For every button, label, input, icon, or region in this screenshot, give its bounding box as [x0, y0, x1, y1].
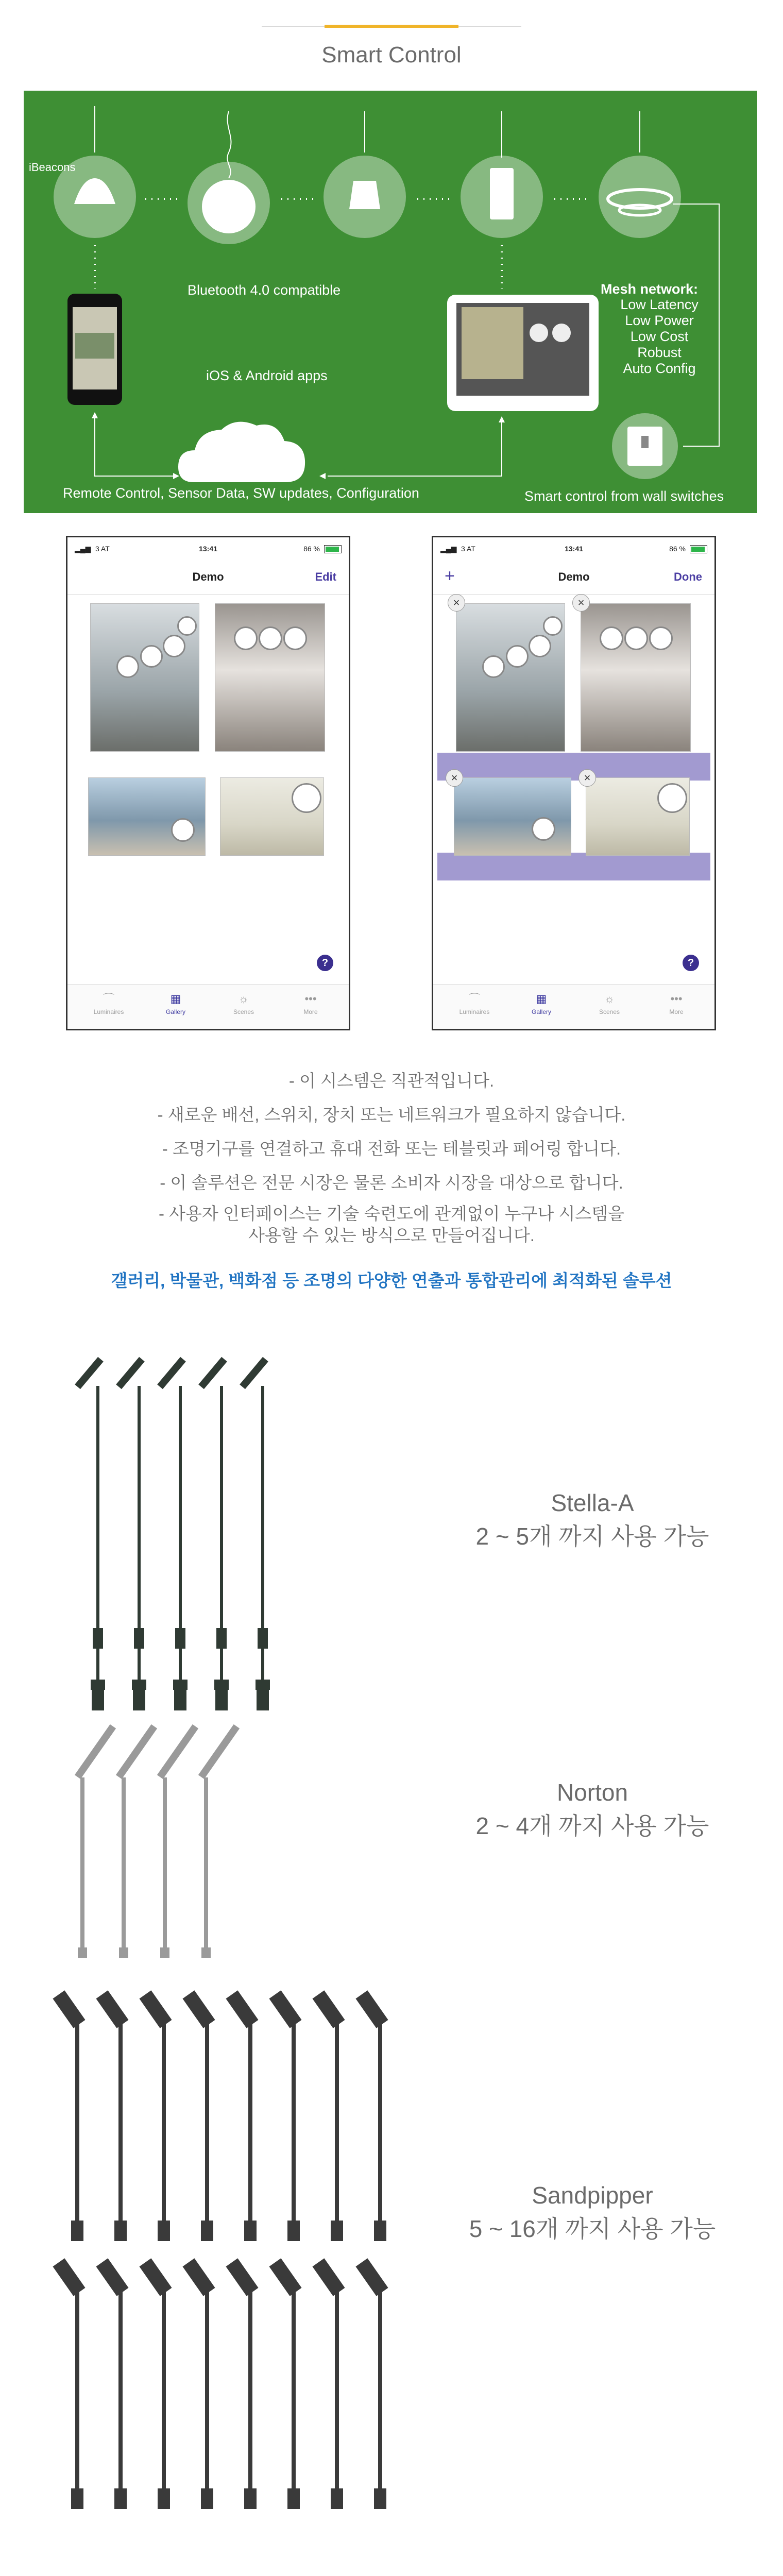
- gallery-scene-room[interactable]: [215, 603, 325, 752]
- sun-icon: ☼: [238, 992, 249, 1005]
- nav-title: Demo: [558, 570, 590, 583]
- product-range-stella-a: 2 ~ 5개 까지 사용 가능: [475, 1523, 709, 1550]
- cloud-caption: Remote Control, Sensor Data, SW updates, Configuration: [63, 485, 419, 501]
- norton-lamps: [75, 1724, 240, 1958]
- tab-bar: [67, 984, 349, 1029]
- header-accent-bar: [325, 25, 458, 28]
- tab-scenes[interactable]: ☼ Scenes: [218, 990, 269, 1015]
- status-bar: [67, 537, 349, 561]
- drop-zone[interactable]: [437, 753, 710, 781]
- product-range-sandpipper: 5 ~ 16개 까지 사용 가능: [469, 2215, 716, 2242]
- luminaire-icon: ⌒: [103, 992, 114, 1005]
- tab-scenes[interactable]: ☼ Scenes: [584, 990, 635, 1015]
- gallery-scene-room[interactable]: [581, 603, 691, 752]
- product-name-norton: Norton: [556, 1779, 628, 1806]
- delete-scene-button[interactable]: [446, 769, 463, 787]
- tab-luminaires[interactable]: ⌒ Luminaires: [449, 990, 500, 1015]
- close-icon: ×: [451, 771, 458, 784]
- feature-line: - 사용자 인터페이스는 기술 숙련도에 관계없이 누구나 시스템을: [159, 1204, 624, 1223]
- feature-line: - 이 시스템은 직관적입니다.: [288, 1071, 495, 1090]
- mesh-item: Auto Config: [623, 361, 696, 376]
- add-button[interactable]: +: [445, 566, 455, 586]
- tab-bar: [433, 984, 714, 1029]
- tab-more[interactable]: ••• More: [285, 990, 336, 1015]
- edit-button[interactable]: Edit: [315, 570, 336, 583]
- status-bar: [433, 537, 714, 561]
- nav-title: Demo: [192, 570, 224, 583]
- nav-bar: [433, 563, 714, 595]
- wall-switch-caption: Smart control from wall switches: [524, 488, 724, 504]
- highlight-text: 갤러리, 박물관, 백화점 등 조명의 다양한 연출과 통합관리에 최적화된 솔루션: [111, 1271, 672, 1290]
- nav-bar: [67, 563, 349, 595]
- help-button[interactable]: ?: [683, 955, 699, 971]
- tab-gallery[interactable]: ▦ Gallery: [516, 990, 567, 1015]
- sun-icon: ☼: [604, 992, 615, 1005]
- more-icon: •••: [304, 992, 317, 1005]
- gallery-scene-sofa[interactable]: [586, 777, 690, 856]
- close-icon: ×: [453, 596, 460, 609]
- product-illustrations: [0, 1350, 464, 2535]
- gallery-scene-office[interactable]: [456, 603, 565, 752]
- mesh-item: Low Power: [625, 313, 694, 328]
- gallery-scene-sofa[interactable]: [220, 777, 324, 856]
- carrier-label: 3 AT: [461, 545, 475, 553]
- mesh-title: Mesh network:: [601, 281, 699, 297]
- gallery-scene-office[interactable]: [90, 603, 199, 752]
- signal-icon: ▂▄▆: [75, 545, 91, 553]
- phone-gallery-edit-view: [432, 536, 716, 1030]
- close-icon: ×: [584, 771, 591, 784]
- battery-percent: 86 %: [669, 545, 686, 553]
- stella-a-lamps: [75, 1357, 270, 1710]
- product-name-stella-a: Stella-A: [551, 1489, 634, 1516]
- close-icon: ×: [577, 596, 585, 609]
- help-button[interactable]: ?: [317, 955, 333, 971]
- done-button[interactable]: Done: [674, 570, 702, 583]
- signal-icon: ▂▄▆: [440, 545, 457, 553]
- status-time: 13:41: [565, 545, 583, 553]
- carrier-label: 3 AT: [95, 545, 110, 553]
- delete-scene-button[interactable]: [572, 594, 590, 612]
- feature-line: 사용할 수 있는 방식으로 만들어집니다.: [248, 1226, 535, 1245]
- ibeacons-label: iBeacons: [29, 161, 76, 174]
- bluetooth-label: Bluetooth 4.0 compatible: [188, 282, 341, 298]
- feature-line: - 새로운 배선, 스위치, 장치 또는 네트워크가 필요하지 않습니다.: [157, 1105, 626, 1124]
- mesh-item: Low Latency: [620, 297, 699, 312]
- smart-control-diagram: [24, 91, 757, 513]
- product-name-sandpipper: Sandpipper: [532, 2182, 653, 2209]
- battery-percent: 86 %: [303, 545, 320, 553]
- tab-gallery[interactable]: ▦ Gallery: [150, 990, 201, 1015]
- mesh-item: Robust: [637, 345, 682, 360]
- battery-icon: [324, 545, 342, 553]
- gallery-scene-window[interactable]: [88, 777, 206, 856]
- lamp-circle-5: [599, 156, 681, 238]
- apps-label: iOS & Android apps: [206, 368, 328, 383]
- tab-more[interactable]: ••• More: [651, 990, 702, 1015]
- drop-zone[interactable]: [437, 853, 710, 880]
- feature-line: - 조명기구를 연결하고 휴대 전화 또는 테블릿과 페어링 합니다.: [162, 1139, 621, 1158]
- gallery-grid-icon: ▦: [170, 992, 181, 1005]
- tab-luminaires[interactable]: ⌒ Luminaires: [83, 990, 134, 1015]
- battery-icon: [690, 545, 707, 553]
- luminaire-icon: ⌒: [468, 992, 480, 1005]
- page-title: Smart Control: [321, 42, 462, 67]
- more-icon: •••: [670, 992, 683, 1005]
- phone-gallery-view: [66, 536, 350, 1030]
- delete-scene-button[interactable]: [578, 769, 596, 787]
- sandpipper-lamps: [53, 1990, 388, 2509]
- product-range-norton: 2 ~ 4개 까지 사용 가능: [475, 1812, 709, 1839]
- gallery-scene-window[interactable]: [454, 777, 571, 856]
- status-time: 13:41: [199, 545, 217, 553]
- feature-line: - 이 솔루션은 전문 시장은 물론 소비자 시장을 대상으로 합니다.: [160, 1173, 623, 1192]
- gallery-grid-icon: ▦: [536, 992, 547, 1005]
- mesh-item: Low Cost: [630, 329, 689, 344]
- delete-scene-button[interactable]: [448, 594, 465, 612]
